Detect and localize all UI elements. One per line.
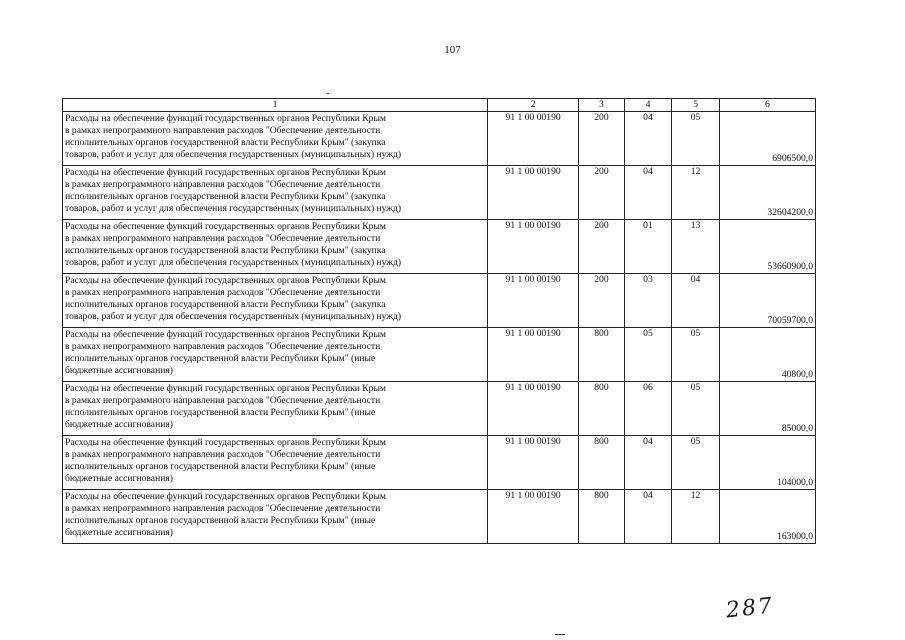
row-section: 04 [624,436,672,490]
table-row [63,166,816,220]
row-section: 01 [624,220,672,274]
table-row [63,436,816,490]
row-section: 04 [624,112,672,166]
table-row [63,382,816,436]
row-target-code: 91 1 00 00190 [488,112,579,166]
row-section: 05 [624,328,672,382]
header-col-1: 1 [63,99,488,112]
row-expense-type: 200 [579,166,625,220]
row-expense-type: 800 [579,382,625,436]
row-expense-type: 200 [579,274,625,328]
row-section: 04 [624,490,672,544]
row-target-code: 91 1 00 00190 [488,274,579,328]
budget-table [62,98,816,544]
row-description: Расходы на обеспечение функций государственных органов Республики Крым в рамках непрограммного направления расходов "Обеспечение деятельности исполнительных органов государственной власти Республики Крым" (закупка товаров, работ и услуг для обеспечения государственных (муниципальных) нужд) [63,220,488,274]
scan-speck [555,634,565,635]
row-amount: 163000,0 [719,490,815,544]
table-row [63,490,816,544]
row-target-code: 91 1 00 00190 [488,166,579,220]
header-col-2: 2 [488,99,579,112]
row-amount: 53660900,0 [719,220,815,274]
row-expense-type: 800 [579,436,625,490]
row-description: Расходы на обеспечение функций государственных органов Республики Крым в рамках непрограммного направления расходов "Обеспечение деятельности исполнительных органов государственной власти Республики Крым" (закупка товаров, работ и услуг для обеспечения государственных (муниципальных) нужд) [63,274,488,328]
row-subsection: 05 [672,112,720,166]
row-subsection: 12 [672,490,720,544]
header-col-3: 3 [579,99,625,112]
row-subsection: 05 [672,328,720,382]
row-description: Расходы на обеспечение функций государственных органов Республики Крым в рамках непрограммного направления расходов "Обеспечение деятельности исполнительных органов государственной власти Республики Крым" (иные бюджетные ассигнования) [63,382,488,436]
header-col-5: 5 [672,99,720,112]
row-amount: 40800,0 [719,328,815,382]
table-row [63,328,816,382]
table-row [63,220,816,274]
row-subsection: 05 [672,382,720,436]
row-target-code: 91 1 00 00190 [488,436,579,490]
row-target-code: 91 1 00 00190 [488,382,579,436]
row-subsection: 12 [672,166,720,220]
row-section: 03 [624,274,672,328]
table-header-row [63,99,816,112]
row-amount: 104000,0 [719,436,815,490]
table-row [63,274,816,328]
scan-speck [327,93,329,94]
handwritten-page-mark: 287 [724,593,776,624]
row-subsection: 13 [672,220,720,274]
row-expense-type: 200 [579,112,625,166]
row-target-code: 91 1 00 00190 [488,490,579,544]
row-expense-type: 200 [579,220,625,274]
row-target-code: 91 1 00 00190 [488,328,579,382]
row-target-code: 91 1 00 00190 [488,220,579,274]
row-description: Расходы на обеспечение функций государственных органов Республики Крым в рамках непрограммного направления расходов "Обеспечение деятельности исполнительных органов государственной власти Республики Крым" (иные бюджетные ассигнования) [63,490,488,544]
row-description: Расходы на обеспечение функций государственных органов Республики Крым в рамках непрограммного направления расходов "Обеспечение деятельности исполнительных органов государственной власти Республики Крым" (закупка товаров, работ и услуг для обеспечения государственных (муниципальных) нужд) [63,166,488,220]
row-amount: 85000,0 [719,382,815,436]
row-section: 04 [624,166,672,220]
row-amount: 32604200,0 [719,166,815,220]
header-col-4: 4 [624,99,672,112]
row-description: Расходы на обеспечение функций государственных органов Республики Крым в рамках непрограммного направления расходов "Обеспечение деятельности исполнительных органов государственной власти Республики Крым" (иные бюджетные ассигнования) [63,328,488,382]
row-description: Расходы на обеспечение функций государственных органов Республики Крым в рамках непрограммного направления расходов "Обеспечение деятельности исполнительных органов государственной власти Республики Крым" (иные бюджетные ассигнования) [63,436,488,490]
row-description: Расходы на обеспечение функций государственных органов Республики Крым в рамках непрограммного направления расходов "Обеспечение деятельности исполнительных органов государственной власти Республики Крым" (закупка товаров, работ и услуг для обеспечения государственных (муниципальных) нужд) [63,112,488,166]
header-col-6: 6 [719,99,815,112]
table-row [63,112,816,166]
page-number: 107 [444,44,461,56]
row-expense-type: 800 [579,328,625,382]
row-amount: 70059700,0 [719,274,815,328]
row-expense-type: 800 [579,490,625,544]
row-amount: 6906500,0 [719,112,815,166]
row-section: 06 [624,382,672,436]
row-subsection: 04 [672,274,720,328]
row-subsection: 05 [672,436,720,490]
